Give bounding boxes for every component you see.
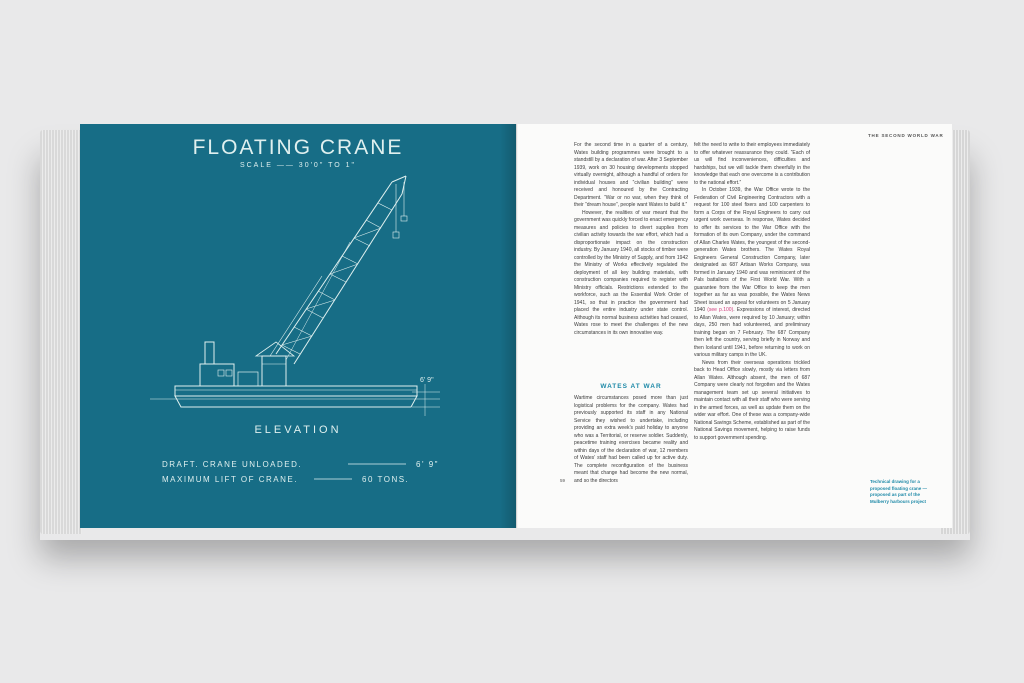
deck-house [200, 364, 234, 386]
paragraph-text: . Expressions of interest, directed to Allan Wates, were required by 10 January; within days, 250 men had volunteered, and preliminary training began on 7 February. The 687 Company then left the country, serving briefly in Norway and then Iceland until 1941, before returning to work on various military camps in the UK. [694, 307, 811, 358]
spec-lift-value: 60 TONS. [362, 475, 410, 484]
spec-draft-label: DRAFT. CRANE UNLOADED. [162, 460, 303, 469]
hook-block [393, 232, 399, 238]
column-1 [574, 142, 688, 337]
boom-upper-chord [276, 182, 392, 354]
blueprint-page [80, 124, 516, 528]
crane-base [262, 356, 286, 386]
page-reference-link[interactable]: (see p.100) [707, 307, 734, 313]
figure-caption: Technical drawing for a proposed floating crane — proposed as part of the Mulberry harbours project [870, 479, 928, 504]
spec-lift-label: MAXIMUM LIFT OF CRANE. [162, 475, 298, 484]
paragraph-text: In October 1939, the War Office wrote to the Federation of Civil Engineering Contractors with a request for 100 steel fixers and 100 carpenters to form a Corps of the Royal Engineers to carry out urgent work overseas. In response, Wates decided to offer its services to the War Office with the formation of its own Company, under the command of Allan Charles Wates, the youngest of the second-generation Wates brothers. The Wates Royal Engineers General Construction Company, later designated as 687 Artisan Works Company, was formed in January 1940 and was reminiscent of the Pals battalions of the First World War. With a guarantee from the War Office to keep the men together as far as was possible, the Wates News Sheet issued an appeal for volunteers on 5 January 1940 [694, 187, 810, 313]
barge-hull [175, 396, 417, 407]
paragraph: News from their overseas operations trickled back to Head Office slowly, mostly via letters from Allan Wates. Although absent, the men of 687 Company were clearly not forgotten and the Wates management team set up several initiatives to maintain contact with all their staff who were serving in the armed forces, as well as update them on the wider war effort. One of these was a company-wide National Savings Scheme, established as part of the National Savings movement, helping to raise funds to support government spending. [694, 359, 810, 441]
dimension-label: 6' 9" [420, 377, 434, 384]
column-2 [574, 395, 688, 485]
text-page [516, 124, 952, 528]
boom-lacing [282, 203, 392, 354]
running-head: THE SECOND WORLD WAR [868, 133, 944, 138]
page-number: 59 [560, 478, 566, 483]
paragraph: However, the realities of war meant that the government was quickly forced to enact emergency measures and policies to divert supplies from civilian activity towards the war effort, which had a disproportionate impact on the construction industry. By January 1940, all stocks of timber were controlled by the Ministry of Supply, and from 1942 the Ministry of Works effectively regulated the deployment of all key building materials, with construction companies required to register with Ministry officials. Restrictions extended to the workforce, such as the Essential Work Order of 1941, so that in practice the government had placed the entire industry under state control. Although its normal business activities had ceased, Wates rose to meet the challenges of the new circumstances in its own innovative way. [574, 209, 688, 336]
section-heading: WATES AT WAR [600, 383, 662, 390]
paragraph: felt the need to write to their employees immediately to offer whatever reassurance they could. “Each of us will find inconveniences, difficulties and hardships, but we will tackle them cheerfully in the knowledge that each one overcome is a contribution to the national effort.” [694, 142, 810, 186]
column-3 [694, 142, 810, 442]
paragraph: For the second time in a quarter of a century, Wates building programmes were brought to a standstill by a declaration of war. After 3 September 1939, work on 30 housing developments stopped virtually overnight, although a handful of orders for individual houses and “civilian building” were received and honoured by the Contracting Department. “War or no war, when they think of their “dream house”, people want Wates to build it.” [574, 142, 688, 208]
blueprint-title: FLOATING CRANE [192, 136, 404, 159]
spec-draft-value: 6' 9" [416, 460, 439, 469]
funnel [205, 342, 214, 364]
page-edges-left [40, 130, 82, 534]
barge-deck [175, 386, 417, 396]
paragraph [694, 187, 810, 360]
blueprint-scale: SCALE —— 30'0" TO 1" [239, 162, 357, 169]
boom-lower-chord [294, 194, 402, 364]
elevation-label: ELEVATION [254, 424, 342, 436]
paragraph: Wartime circumstances posed more than just logistical problems for the company. Wates had previously supported its staff in any National Service they wished to undertake, including providing an extra week’s paid holiday to anyone who was a Territorial, or reserve soldier. Suddenly, peacetime training exercises became reality and within days of the declaration of war, 12 members of Wates’ staff had been called up for active duty. The complete reconfiguration of the business meant that change had become the new normal, and so the directors [574, 395, 688, 484]
